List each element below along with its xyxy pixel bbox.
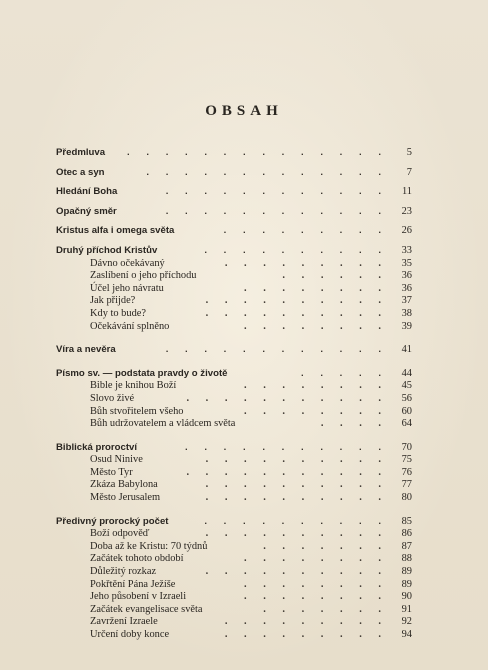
toc-page-number: 75 <box>401 454 412 466</box>
toc-leader-dots: . . . . . . . . . <box>224 629 388 640</box>
toc-leader-dots: . . . . . . . <box>263 603 388 615</box>
toc-leader-dots: . . . . . . . . . . . . <box>165 205 388 217</box>
toc-subsection-entry <box>56 479 412 492</box>
toc-leader-dots: . . . . . . . . . . . . <box>165 344 388 356</box>
toc-chapter-entry <box>56 225 412 238</box>
toc-entry-label: Začátek tohoto období <box>90 553 184 565</box>
toc-page-number: 35 <box>401 257 412 269</box>
toc-entry-label: Boží odpověď <box>90 528 150 540</box>
toc-leader-dots: . . . . . . . . <box>244 553 388 565</box>
toc-page-number: 85 <box>401 515 412 527</box>
toc-page-number: 77 <box>401 479 412 491</box>
toc-leader-dots: . . . . . . . . . . <box>205 479 388 491</box>
toc-entry-label: Bible je knihou Boží <box>90 380 177 392</box>
toc-leader-dots: . . . . . . . . . <box>223 225 388 237</box>
table-of-contents <box>56 147 412 642</box>
toc-leader-dots: . . . . . . . . <box>244 591 388 603</box>
toc-subsection-entry <box>56 528 412 541</box>
toc-subsection-entry <box>56 393 412 406</box>
section-gap <box>56 160 412 167</box>
toc-entry-label: Osud Ninive <box>90 454 143 466</box>
toc-leader-dots: . . . . . . . . . . <box>205 566 388 578</box>
toc-entry-label: Město Tyr <box>90 466 133 478</box>
toc-page-number: 5 <box>406 147 412 158</box>
toc-leader-dots: . . . . . . . . . . <box>205 528 388 540</box>
toc-subsection-entry <box>56 492 412 505</box>
toc-leader-dots: . . . . . . . . . . . <box>186 466 388 478</box>
toc-page-number: 90 <box>401 591 412 603</box>
toc-subsection-entry <box>56 541 412 554</box>
toc-leader-dots: . . . . . . . . <box>244 380 388 392</box>
toc-subsection-entry <box>56 308 412 321</box>
toc-subsection-entry <box>56 380 412 393</box>
toc-page-number: 70 <box>401 441 412 453</box>
toc-leader-dots: . . . . . <box>301 367 388 379</box>
toc-page-number: 94 <box>401 629 412 640</box>
toc-leader-dots: . . . . . . <box>282 270 388 282</box>
toc-subsection-entry <box>56 629 412 642</box>
section-gap <box>56 357 412 368</box>
toc-entry-label: Doba až ke Kristu: 70 týdnů <box>90 540 208 552</box>
toc-leader-dots: . . . . . . . . . . <box>204 244 388 256</box>
toc-chapter-entry <box>56 186 412 199</box>
toc-entry-label: Kdy to bude? <box>90 307 146 319</box>
section-gap <box>56 333 412 344</box>
toc-leader-dots: . . . . . . . . <box>244 320 388 332</box>
toc-leader-dots: . . . . . . . . <box>244 578 388 590</box>
toc-page-number: 39 <box>401 320 412 332</box>
toc-entry-label: Bůh stvořitelem všeho <box>90 405 184 417</box>
toc-page-number: 38 <box>401 307 412 319</box>
toc-page-number: 36 <box>401 282 412 294</box>
toc-leader-dots: . . . . . . . <box>263 540 388 552</box>
toc-chapter-entry <box>56 167 412 180</box>
toc-entry-label: Předivný prorocký počet <box>56 515 169 527</box>
toc-subsection-entry <box>56 418 412 431</box>
toc-page-number: 44 <box>401 367 412 379</box>
toc-entry-label: Důležitý rozkaz <box>90 566 157 578</box>
toc-entry-label: Druhý příchod Kristův <box>56 244 158 256</box>
toc-entry-label: Zaslíbení o jeho příchodu <box>90 270 197 282</box>
toc-entry-label: Dávno očekávaný <box>90 257 165 269</box>
toc-chapter-entry <box>56 245 412 258</box>
toc-leader-dots: . . . . . . . . . . <box>205 492 388 504</box>
toc-leader-dots: . . . . . . . . . <box>224 616 388 628</box>
toc-entry-label: Zkáza Babylona <box>90 479 158 491</box>
toc-page-number: 41 <box>401 344 412 356</box>
toc-page-number: 60 <box>401 405 412 417</box>
section-gap <box>56 179 412 186</box>
toc-entry-label: Víra a nevěra <box>56 344 116 356</box>
toc-page-number: 92 <box>401 616 412 628</box>
toc-subsection-entry <box>56 258 412 271</box>
toc-page-number: 36 <box>401 270 412 282</box>
toc-page-number: 80 <box>401 492 412 504</box>
toc-entry-label: Určení doby konce <box>90 629 170 640</box>
toc-page-number: 7 <box>406 166 412 178</box>
toc-leader-dots: . . . . . . . . <box>244 282 388 294</box>
toc-page-number: 23 <box>401 205 412 217</box>
toc-page-number: 26 <box>401 225 412 237</box>
toc-subsection-entry <box>56 591 412 604</box>
toc-page-number: 45 <box>401 380 412 392</box>
toc-leader-dots: . . . . . . . . <box>244 405 388 417</box>
toc-subsection-entry <box>56 270 412 283</box>
toc-subsection-entry <box>56 604 412 617</box>
toc-page-number: 89 <box>401 566 412 578</box>
toc-subsection-entry <box>56 553 412 566</box>
toc-entry-label: Očekávání splněno <box>90 320 170 332</box>
toc-entry-label: Slovo živé <box>90 392 135 404</box>
toc-subsection-entry <box>56 454 412 467</box>
toc-page-number: 86 <box>401 528 412 540</box>
toc-subsection-entry <box>56 579 412 592</box>
toc-leader-dots: . . . . <box>320 418 388 430</box>
toc-entry-label: Opačný směr <box>56 205 117 217</box>
toc-entry-label: Pokřtění Pána Ježíše <box>90 578 176 590</box>
toc-leader-dots: . . . . . . . . . . <box>205 295 388 307</box>
section-gap <box>56 431 412 442</box>
toc-leader-dots: . . . . . . . . . . . . <box>165 186 388 198</box>
toc-entry-label: Biblická proroctví <box>56 441 138 453</box>
toc-subsection-entry <box>56 406 412 419</box>
toc-leader-dots: . . . . . . . . . . . <box>186 392 388 404</box>
toc-leader-dots: . . . . . . . . . . . <box>185 441 388 453</box>
toc-leader-dots: . . . . . . . . . . . . . . <box>127 147 388 158</box>
toc-leader-dots: . . . . . . . . . . <box>205 307 388 319</box>
toc-entry-label: Město Jerusalem <box>90 492 161 504</box>
section-gap <box>56 218 412 225</box>
toc-page-number: 88 <box>401 553 412 565</box>
toc-subsection-entry <box>56 616 412 629</box>
toc-chapter-entry <box>56 344 412 357</box>
toc-page-number: 87 <box>401 540 412 552</box>
toc-subsection-entry <box>56 467 412 480</box>
toc-entry-label: Zavržení Izraele <box>90 616 158 628</box>
toc-entry-label: Jeho působení v Izraeli <box>90 591 187 603</box>
section-gap <box>56 199 412 206</box>
toc-entry-label: Otec a syn <box>56 166 105 178</box>
toc-leader-dots: . . . . . . . . . . <box>204 515 388 527</box>
toc-entry-label: Písmo sv. — podstata pravdy o životě <box>56 367 228 379</box>
toc-chapter-entry <box>56 147 412 160</box>
toc-entry-label: Bůh udržovatelem a vládcem světa <box>90 418 236 430</box>
toc-entry-label: Účel jeho návratu <box>90 282 164 294</box>
toc-leader-dots: . . . . . . . . . . <box>205 454 388 466</box>
toc-page-number: 76 <box>401 466 412 478</box>
toc-entry-label: Kristus alfa i omega světa <box>56 225 175 237</box>
toc-chapter-entry <box>56 368 412 381</box>
toc-chapter-entry <box>56 206 412 219</box>
section-gap <box>56 238 412 245</box>
toc-page-number: 11 <box>401 186 412 198</box>
toc-page-number: 33 <box>401 244 412 256</box>
toc-page-number: 56 <box>401 392 412 404</box>
toc-subsection-entry <box>56 295 412 308</box>
toc-chapter-entry <box>56 442 412 455</box>
toc-entry-label: Předmluva <box>56 147 106 158</box>
toc-page-number: 89 <box>401 578 412 590</box>
toc-page-number: 64 <box>401 418 412 430</box>
toc-chapter-entry <box>56 516 412 529</box>
toc-leader-dots: . . . . . . . . . <box>224 257 388 269</box>
toc-subsection-entry <box>56 566 412 579</box>
toc-page-number: 37 <box>401 295 412 307</box>
section-gap <box>56 505 412 516</box>
toc-entry-label: Jak přijde? <box>90 295 136 307</box>
contents-title: OBSAH <box>205 103 283 119</box>
toc-entry-label: Začátek evangelisace světa <box>90 603 203 615</box>
toc-subsection-entry <box>56 283 412 296</box>
toc-page-number: 91 <box>401 603 412 615</box>
toc-leader-dots: . . . . . . . . . . . . . <box>146 166 388 178</box>
toc-entry-label: Hledání Boha <box>56 186 118 198</box>
toc-subsection-entry <box>56 321 412 334</box>
